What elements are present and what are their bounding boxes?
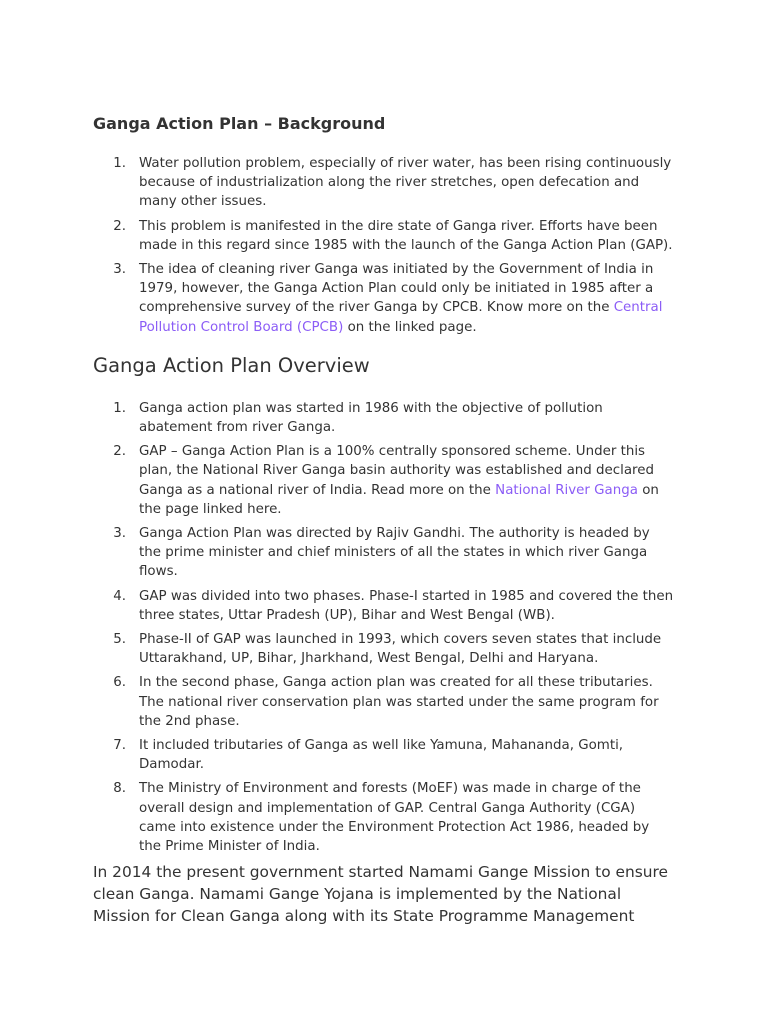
list-item (93, 524, 674, 582)
overview-list (93, 399, 674, 856)
list-item-text: Ganga action plan was started in 1986 with the objective of pollution abatement from river Ganga. (139, 400, 603, 436)
list-item (93, 736, 674, 774)
list-item (93, 399, 674, 437)
list-item-text: It included tributaries of Ganga as well like Yamuna, Mahananda, Gomti, Damodar. (139, 738, 624, 773)
list-item (93, 442, 674, 519)
list-number: 2. (113, 444, 126, 460)
list-item-text: This problem is manifested in the dire state of Ganga river. Efforts have been made in this regard since 1985 with the launch of the Ganga Action Plan (GAP). (139, 218, 673, 253)
background-heading: Ganga Action Plan – Background (93, 114, 386, 133)
list-item (93, 587, 674, 625)
list-item (93, 630, 674, 668)
list-item (93, 217, 674, 255)
list-number: 4. (113, 588, 126, 604)
closing-paragraph: In 2014 the present government started Namami Gange Mission to ensure clean Ganga. Namami Gange Yojana is implemented by the National Mission for Clean Ganga along with its State Programme Management (93, 863, 668, 926)
list-item-text: Ganga Action Plan was directed by Rajiv Gandhi. The authority is headed by the prime minister and chief ministers of all the states in which river Ganga flows. (139, 526, 650, 580)
list-item (93, 779, 674, 856)
list-number: 1. (113, 400, 126, 416)
list-number: 1. (113, 156, 126, 171)
list-item-text: In the second phase, Ganga action plan was created for all these tributaries. The national river conservation plan was started under the same program for the 2nd phase. (139, 675, 659, 729)
list-number: 5. (113, 632, 126, 648)
list-item (93, 673, 674, 731)
list-number: 6. (113, 675, 126, 691)
list-item-text: The Ministry of Environment and forests (MoEF) was made in charge of the overall design and implementation of GAP. Central Ganga Authority (CGA) came into existence under the Environment Protection Act 1986, headed by the Prime Minister of India. (139, 781, 650, 855)
list-item (93, 260, 674, 337)
list-item-text: on the page linked here. (139, 482, 659, 517)
cpcb-link[interactable]: Central Pollution Control Board (CPCB) (139, 300, 663, 335)
list-item-text: Phase-II of GAP was launched in 1993, which covers seven states that include Uttarakhand, UP, Bihar, Jharkhand, West Bengal, Delhi and Haryana. (139, 632, 662, 667)
list-item-text: Water pollution problem, especially of river water, has been rising continuously because of industrialization along the river stretches, open defecation and many other issues. (139, 156, 672, 210)
list-number: 3. (113, 526, 126, 542)
list-number: 2. (113, 218, 126, 234)
list-item-text: on the linked page. (343, 319, 477, 335)
list-number: 3. (113, 262, 126, 278)
list-item-text: GAP – Ganga Action Plan is a 100% centrally sponsored scheme. Under this plan, the National River Ganga basin authority was established and declared Ganga as a national river of India. Read more on the (139, 444, 655, 498)
list-number: 7. (113, 738, 126, 754)
list-number: 8. (113, 781, 126, 797)
background-list (93, 154, 674, 337)
list-item-text: The idea of cleaning river Ganga was initiated by the Government of India in 1979, however, the Ganga Action Plan could only be initiated in 1985 after a comprehensive survey of the river Ganga by CPCB. Know more on the (139, 262, 654, 316)
list-item (93, 154, 674, 212)
national-river-ganga-link[interactable]: National River Ganga (495, 482, 638, 498)
overview-heading: Ganga Action Plan Overview (93, 353, 370, 377)
list-item-text: GAP was divided into two phases. Phase-I started in 1985 and covered the then three states, Uttar Pradesh (UP), Bihar and West Bengal (WB). (139, 588, 674, 623)
